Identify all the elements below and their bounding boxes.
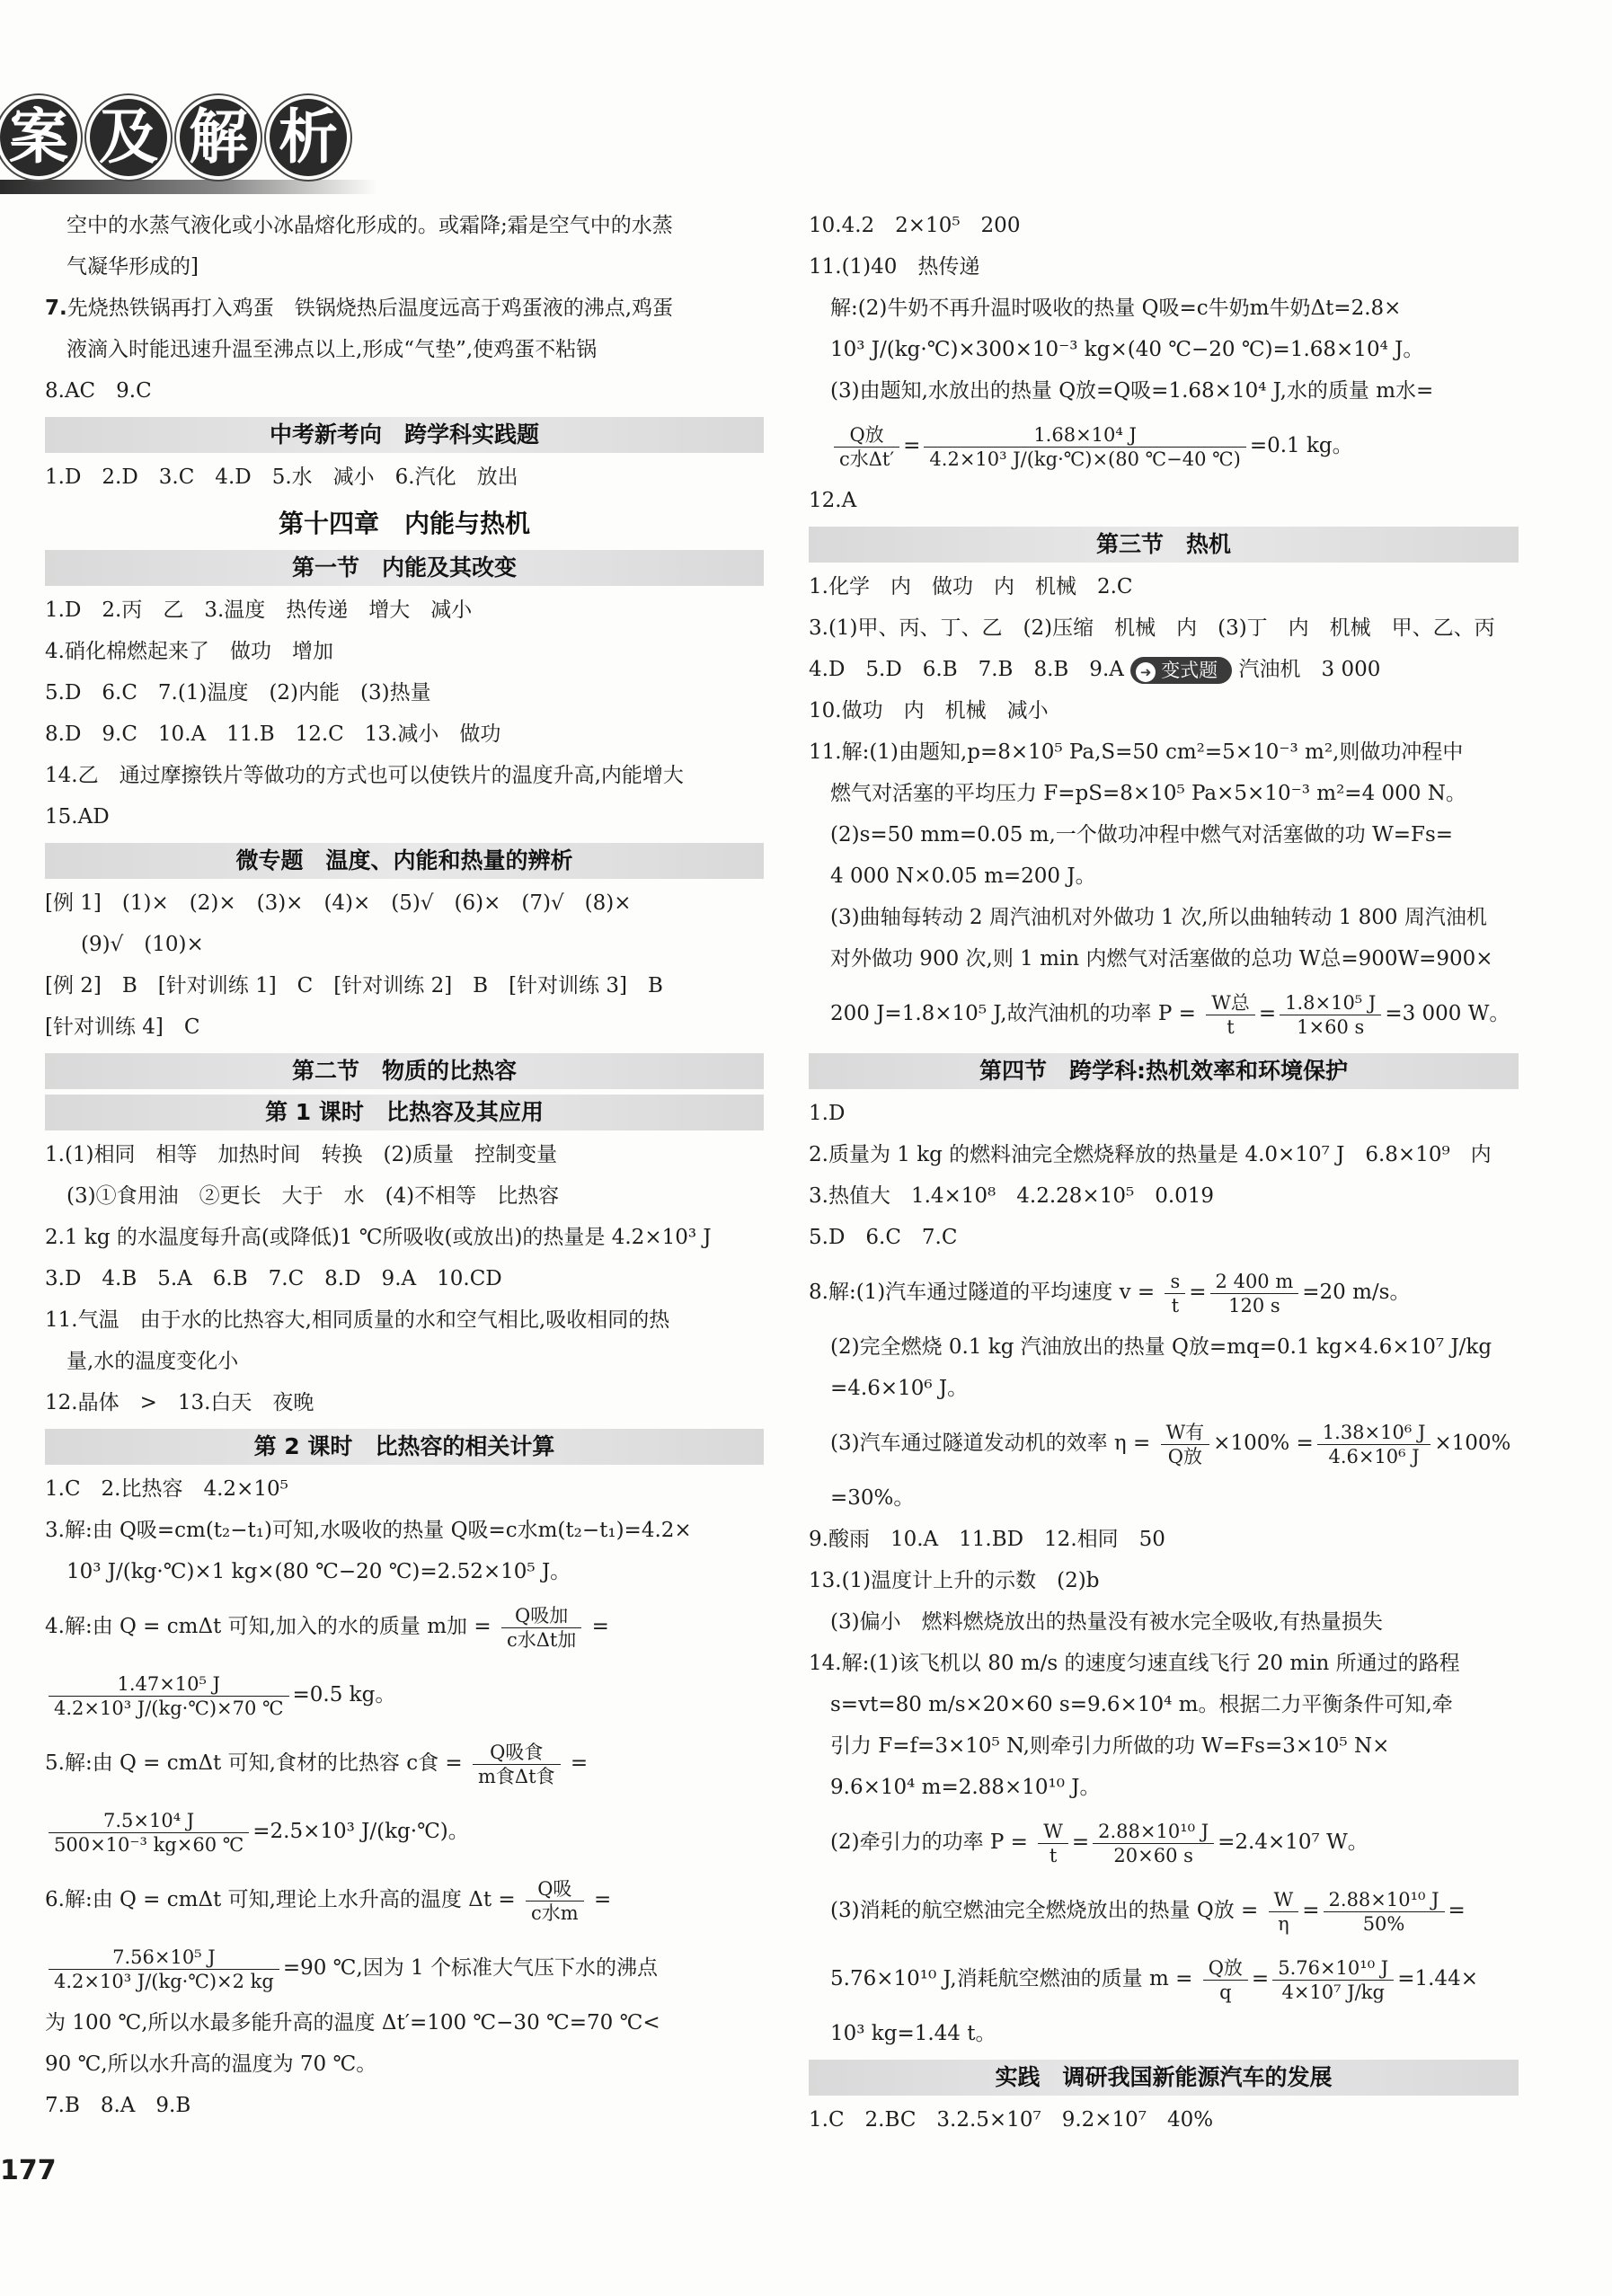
fraction: [1161, 1421, 1210, 1468]
fraction: [49, 1672, 289, 1720]
variant-question-badge: [1130, 657, 1232, 684]
answer-line: 解:(2)牛奶不再升温时吸收的热量 Q吸=c牛奶m牛奶Δt=2.8×: [830, 297, 1402, 320]
answer-line: 10.做功 内 机械 减小: [809, 699, 1049, 722]
arrow-icon: ➜: [1136, 662, 1156, 682]
formula-line: [45, 1934, 764, 2002]
answer-line: =30%。: [830, 1486, 915, 1510]
fraction: [1165, 1270, 1185, 1317]
page-number: 177: [0, 2155, 57, 2186]
answer-line: 气凝华形成的]: [66, 255, 199, 279]
fraction: [1317, 1421, 1431, 1468]
answer-line: 5.D 6.C 7.(1)温度 (2)内能 (3)热量: [45, 681, 431, 705]
fraction: [473, 1741, 561, 1788]
denominator: 1×60 s: [1297, 1015, 1365, 1038]
answer-line: 3.热值大 1.4×10⁸ 4.2.28×10⁵ 0.019: [809, 1184, 1215, 1208]
left-column: [45, 205, 764, 2126]
answer-line: 9.6×10⁴ m=2.88×10¹⁰ J。: [830, 1776, 1101, 1799]
denominator: 500×10⁻³ kg×60 ℃: [54, 1833, 244, 1856]
numerator: Q吸加: [501, 1604, 581, 1628]
answer-line: 14.解:(1)该飞机以 80 m/s 的速度匀速直线飞行 20 min 所通过的路程: [809, 1652, 1460, 1675]
fraction: [49, 1946, 279, 1993]
denominator: c水Δt加: [506, 1628, 577, 1651]
answer-line: 11.气温 由于水的比热容大,相同质量的水和空气相比,吸收相同的热: [45, 1308, 670, 1332]
subsection-heading: 第 1 课时 比热容及其应用: [45, 1095, 764, 1130]
answer-line: 空中的水蒸气液化或小冰晶熔化形成的。或霜降;霜是空气中的水蒸: [66, 214, 673, 237]
formula-line: (2)牵引力的功率 P = $\frac{W}{t}$ = $\frac{\text{2.88×10¹⁰ J}}{20\times 60 s}$ =2.4×10⁷ W。: [830, 1820, 1368, 1866]
numerator: 2.88×10¹⁰ J: [1093, 1820, 1214, 1844]
formula-text: (3)汽车通过隧道发动机的效率 η =: [830, 1432, 1151, 1455]
answer-line: 4 000 N×0.05 m=200 J。: [830, 864, 1096, 888]
fraction: [834, 423, 899, 471]
fraction: [1038, 1820, 1068, 1867]
formula-text: 6.解:由 Q = cmΔt 可知,理论上水升高的温度 Δt =: [45, 1888, 516, 1911]
answer-line: 量,水的温度变化小: [66, 1350, 239, 1373]
answer-line: 10³ J/(kg·℃)×300×10⁻³ kg×(40 ℃−20 ℃)=1.68×10⁴ J。: [830, 338, 1424, 361]
formula-text: 200 J=1.8×10⁵ J,故汽油机的功率 P =: [830, 1002, 1196, 1025]
answer-line: 燃气对活塞的平均压力 F=pS=8×10⁵ Pa×5×10⁻³ m²=4 000 N。: [830, 782, 1466, 805]
formula-line: (3)消耗的航空燃油完全燃烧放出的热量 Q放 = $\frac{W}{\eta}$ = $\frac{\text{2.88×10¹⁰ J}}{50\%}$ =: [830, 1888, 1466, 1935]
numerator: 1.8×10⁵ J: [1280, 991, 1381, 1015]
fraction: [1093, 1820, 1214, 1867]
answer-text: 4.D 5.D 6.B 7.B 8.B 9.A: [809, 658, 1124, 681]
answer-line: 1.(1)相同 相等 加热时间 转换 (2)质量 控制变量: [45, 1143, 558, 1166]
numerator: W总: [1206, 991, 1255, 1015]
denominator: 4.6×10⁶ J: [1328, 1445, 1420, 1467]
fraction: [1280, 991, 1381, 1039]
formula-text: =0.5 kg。: [292, 1683, 396, 1706]
answer-line: 1.D 2.D 3.C 4.D 5.水 减小 6.汽化 放出: [45, 465, 518, 489]
right-column: [809, 205, 1519, 2141]
formula-line: 200 J=1.8×10⁵ J,故汽油机的功率 P = $\frac{\text{W总}}{t}$ = $\frac{\text{1.8×10⁵ J}}{1\times 60 s}$ =3 000 W。: [830, 991, 1510, 1038]
answer-text: 先烧热铁锅再打入鸡蛋 铁锅烧热后温度远高于鸡蛋液的沸点,鸡蛋: [66, 297, 674, 320]
denominator: q: [1219, 1981, 1232, 2003]
answer-line: 1.D 2.丙 乙 3.温度 热传递 增大 减小: [45, 598, 473, 622]
numerator: Q放: [1203, 1956, 1248, 1981]
formula-text: 5.76×10¹⁰ J,消耗航空燃油的质量 m =: [830, 1967, 1193, 1990]
fraction: [501, 1604, 581, 1652]
answer-line: 引力 F=f=3×10⁵ N,则牵引力所做的功 W=Fs=3×10⁵ N×: [830, 1734, 1390, 1758]
numerator: 2 400 m: [1210, 1270, 1299, 1294]
formula-text: (2)牵引力的功率 P =: [830, 1831, 1028, 1854]
answer-line: [45, 288, 764, 329]
denominator: 20×60 s: [1113, 1844, 1193, 1866]
answer-line: (3)偏小 燃料燃烧放出的热量没有被水完全吸收,有热量损失: [830, 1610, 1383, 1634]
fraction: [1269, 1888, 1299, 1936]
formula-text: =2.4×10⁷ W。: [1218, 1831, 1368, 1854]
answer-line: 10.4.2 2×10⁵ 200: [809, 214, 1021, 237]
denominator: 4.2×10³ J/(kg·℃)×70 ℃: [54, 1697, 284, 1719]
formula-line: $\frac{\text{Q放}}{\text{c水Δt′}}$ = $\frac{\text{1.68×10⁴ J}}{\text{4.2×10³ J/(kg·℃)×(80 ℃−40 ℃)}}$ =0.1 kg。: [809, 412, 1519, 480]
denominator: c水Δt′: [839, 448, 895, 470]
answer-line: (3)曲轴每转动 2 周汽油机对外做功 1 次,所以曲轴转动 1 800 周汽油机: [830, 906, 1487, 929]
formula-text: =90 ℃,因为 1 个标准大气压下水的沸点: [282, 1956, 658, 1980]
denominator: t: [1171, 1294, 1180, 1316]
denominator: 4.2×10³ J/(kg·℃)×(80 ℃−40 ℃): [929, 448, 1241, 470]
banner-bar: [0, 180, 377, 194]
numerator: W: [1269, 1888, 1299, 1912]
formula-text: 4.解:由 Q = cmΔt 可知,加入的水的质量 m加 =: [45, 1615, 492, 1638]
section-heading: 微专题 温度、内能和热量的辨析: [45, 843, 764, 879]
answer-line: 90 ℃,所以水升高的温度为 70 ℃。: [45, 2052, 377, 2076]
answer-line: 12.A: [809, 489, 857, 512]
answer-line: 8.D 9.C 10.A 11.B 12.C 13.减小 做功: [45, 722, 501, 746]
item-number: 7.: [45, 297, 67, 320]
formula-text: =1.44×: [1397, 1967, 1478, 1990]
formula-text: =3 000 W。: [1385, 1002, 1510, 1025]
formula-text: =2.5×10³ J/(kg·℃)。: [252, 1820, 469, 1843]
formula-text: ×100%: [1434, 1432, 1511, 1455]
numerator: s: [1165, 1270, 1185, 1294]
answer-line: 3.D 4.B 5.A 6.B 7.C 8.D 9.A 10.CD: [45, 1267, 502, 1290]
formula-line: 4.解:由 Q = cmΔt 可知,加入的水的质量 m加 = $\frac{\text{Q吸加}}{\text{c水Δt加}}$ =: [45, 1604, 609, 1651]
answer-line: 9.酸雨 10.A 11.BD 12.相同 50: [809, 1528, 1165, 1551]
denominator: 50%: [1362, 1912, 1405, 1935]
numerator: Q放: [834, 423, 899, 448]
section-heading: 第一节 内能及其改变: [45, 550, 764, 586]
answer-line: 2.质量为 1 kg 的燃料油完全燃烧释放的热量是 4.0×10⁷ J 6.8×10⁹ 内: [809, 1143, 1492, 1166]
subsection-heading: 第 2 课时 比热容的相关计算: [45, 1429, 764, 1465]
section-heading: 第三节 热机: [809, 527, 1519, 563]
formula-line: 5.76×10¹⁰ J,消耗航空燃油的质量 m = $\frac{\text{Q放}}{q}$ = $\frac{\text{5.76×10¹⁰ J}}{\text{4×10⁷ J/kg}}$ =1.44×: [830, 1956, 1478, 2003]
numerator: 5.76×10¹⁰ J: [1272, 1956, 1394, 1981]
numerator: 1.38×10⁶ J: [1317, 1421, 1431, 1445]
denominator: 120 s: [1228, 1294, 1280, 1316]
formula-text: =20 m/s。: [1302, 1281, 1411, 1304]
answer-line: 10³ J/(kg·℃)×1 kg×(80 ℃−20 ℃)=2.52×10⁵ J。: [66, 1560, 571, 1583]
numerator: Q吸: [526, 1877, 584, 1902]
fraction: [49, 1809, 249, 1857]
banner-char-3: 解: [180, 99, 257, 176]
answer-line: 4.硝化棉燃起来了 做功 增加: [45, 640, 333, 663]
answer-line: 10³ kg=1.44 t。: [830, 2022, 996, 2045]
answer-line: 1.化学 内 做功 内 机械 2.C: [809, 575, 1133, 598]
numerator: W有: [1161, 1421, 1210, 1445]
formula-text: 8.解:(1)汽车通过隧道的平均速度 v =: [809, 1281, 1156, 1304]
denominator: m食Δt食: [478, 1765, 555, 1787]
denominator: Q放: [1167, 1445, 1202, 1467]
answer-line: 14.乙 通过摩擦铁片等做功的方式也可以使铁片的温度升高,内能增大: [45, 764, 684, 787]
denominator: t: [1049, 1844, 1058, 1866]
section-heading: 第二节 物质的比热容: [45, 1053, 764, 1089]
numerator: 1.68×10⁴ J: [924, 423, 1245, 448]
formula-line: 5.解:由 Q = cmΔt 可知,食材的比热容 c食 = $\frac{\text{Q吸食}}{\text{m食Δt食}}$ =: [45, 1741, 589, 1787]
answer-line: 为 100 ℃,所以水最多能升高的温度 Δt′=100 ℃−30 ℃=70 ℃<: [45, 2011, 660, 2034]
denominator: 4.2×10³ J/(kg·℃)×2 kg: [54, 1970, 274, 1992]
section-heading: 中考新考向 跨学科实践题: [45, 417, 764, 453]
answer-line: (9)√ (10)×: [81, 933, 204, 956]
fraction: [1324, 1888, 1445, 1936]
numerator: Q吸食: [473, 1741, 561, 1765]
formula-line: 6.解:由 Q = cmΔt 可知,理论上水升高的温度 Δt = $\frac{\text{Q吸}}{\text{c水m}}$ =: [45, 1877, 612, 1924]
answer-line: 8.AC 9.C: [45, 379, 152, 403]
answer-line: 11.(1)40 热传递: [809, 255, 980, 279]
numerator: 2.88×10¹⁰ J: [1324, 1888, 1445, 1912]
banner-char-4: 析: [270, 99, 347, 176]
formula-text: =0.1 kg。: [1249, 434, 1353, 457]
formula-line: [45, 1797, 764, 1866]
denominator: η: [1278, 1912, 1289, 1935]
fraction: [1203, 1956, 1248, 2004]
answer-line: [809, 649, 1519, 690]
formula-text: (3)消耗的航空燃油完全燃烧放出的热量 Q放 =: [830, 1899, 1259, 1922]
formula-text: ×100% =: [1213, 1432, 1314, 1455]
numerator: 1.47×10⁵ J: [49, 1672, 289, 1697]
section-heading: 第四节 跨学科:热机效率和环境保护: [809, 1053, 1519, 1089]
fraction: [1210, 1270, 1299, 1317]
chapter-heading: 第十四章 内能与热机: [278, 509, 530, 538]
answer-line: 2.1 kg 的水温度每升高(或降低)1 ℃所吸收(或放出)的热量是 4.2×10³ J: [45, 1226, 712, 1249]
denominator: c水m: [530, 1902, 579, 1924]
answer-line: 11.解:(1)由题知,p=8×10⁵ Pa,S=50 cm²=5×10⁻³ m²,则做功冲程中: [809, 740, 1464, 764]
answer-line: [例 2] B [针对训练 1] C [针对训练 2] B [针对训练 3] B: [45, 974, 663, 997]
answer-text: 汽油机 3 000: [1238, 658, 1381, 681]
denominator: t: [1227, 1015, 1235, 1038]
banner-char-2: 及: [90, 99, 167, 176]
answer-line: s=vt=80 m/s×20×60 s=9.6×10⁴ m。根据二力平衡条件可知,牵: [830, 1693, 1453, 1716]
answer-line: (3)①食用油 ②更长 大于 水 (4)不相等 比热容: [66, 1184, 560, 1208]
formula-line: [45, 1661, 764, 1729]
fraction: [1272, 1956, 1394, 2004]
badge-label: 变式题: [1161, 660, 1218, 681]
answer-line: =4.6×10⁶ J。: [830, 1377, 969, 1400]
numerator: W: [1038, 1820, 1068, 1844]
answer-line: 1.C 2.BC 3.2.5×10⁷ 9.2×10⁷ 40%: [809, 2108, 1214, 2132]
answer-line: 13.(1)温度计上升的示数 (2)b: [809, 1569, 1100, 1592]
answer-line: [针对训练 4] C: [45, 1015, 200, 1039]
answer-line: (2)完全燃烧 0.1 kg 汽油放出的热量 Q放=mq=0.1 kg×4.6×10⁷ J/kg: [830, 1335, 1492, 1359]
answer-line: 7.B 8.A 9.B: [45, 2094, 191, 2117]
answer-line: 3.(1)甲、丙、丁、乙 (2)压缩 机械 内 (3)丁 内 机械 甲、乙、丙: [809, 616, 1495, 640]
answer-line: 1.C 2.比热容 4.2×10⁵: [45, 1477, 288, 1501]
section-banner: [0, 72, 431, 207]
answer-line: 15.AD: [45, 805, 110, 829]
formula-text: =: [1448, 1899, 1466, 1922]
formula-line: [809, 1409, 1519, 1477]
answer-line: 3.解:由 Q吸=cm(t₂−t₁)可知,水吸收的热量 Q吸=c水m(t₂−t₁)=4.2×: [45, 1519, 692, 1542]
answer-line: (2)s=50 mm=0.05 m,一个做功冲程中燃气对活塞做的功 W=Fs=: [830, 823, 1454, 847]
answer-line: 1.D: [809, 1102, 846, 1125]
answer-line: 对外做功 900 次,则 1 min 内燃气对活塞做的总功 W总=900W=900×: [830, 947, 1493, 971]
answer-line: [例 1] (1)× (2)× (3)× (4)× (5)√ (6)× (7)√ (8)×: [45, 891, 632, 915]
banner-char-1: 案: [0, 99, 77, 176]
numerator: 7.56×10⁵ J: [49, 1946, 279, 1970]
answer-line: 12.晶体 > 13.白天 夜晚: [45, 1391, 314, 1414]
formula-text: 5.解:由 Q = cmΔt 可知,食材的比热容 c食 =: [45, 1751, 463, 1775]
formula-line: 8.解:(1)汽车通过隧道的平均速度 v = $\frac{s}{t}$ = $\frac{2 400 m}{120 s}$ =20 m/s。: [809, 1270, 1411, 1316]
answer-line: 5.D 6.C 7.C: [809, 1226, 958, 1249]
numerator: 7.5×10⁴ J: [49, 1809, 249, 1833]
fraction: [1206, 991, 1255, 1039]
denominator: 4×10⁷ J/kg: [1281, 1981, 1385, 2003]
fraction: [526, 1877, 584, 1925]
section-heading: 实践 调研我国新能源汽车的发展: [809, 2060, 1519, 2096]
answer-line: 液滴入时能迅速升温至沸点以上,形成“气垫”,使鸡蛋不粘锅: [66, 338, 598, 361]
fraction: [924, 423, 1245, 471]
answer-line: (3)由题知,水放出的热量 Q放=Q吸=1.68×10⁴ J,水的质量 m水=: [830, 379, 1434, 403]
